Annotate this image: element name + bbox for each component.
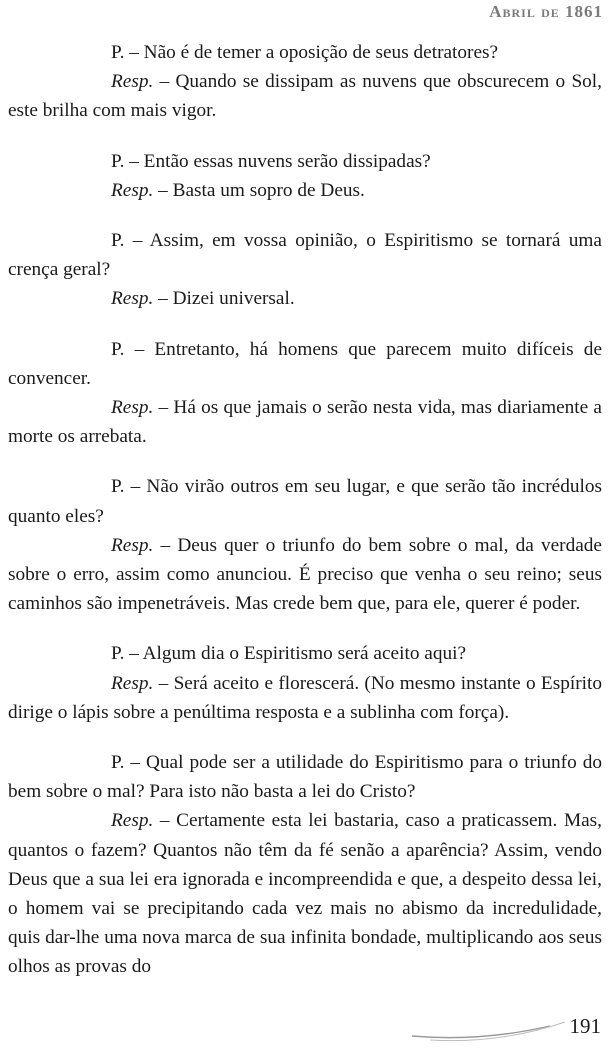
qa-block bbox=[8, 472, 602, 618]
answer-paragraph bbox=[8, 284, 602, 313]
resp-label: Resp. bbox=[111, 534, 154, 556]
resp-label: Resp. bbox=[111, 810, 154, 832]
question-text: P. – Então essas nuvens serão dissipadas? bbox=[111, 150, 431, 172]
answer-paragraph bbox=[8, 669, 602, 727]
answer-text: – Basta um sopro de Deus. bbox=[158, 179, 365, 201]
answer-text: – Será aceito e florescerá. (No mesmo instante o Espírito dirige o lápis sobre a penúltima resposta e a sublinha com força). bbox=[8, 672, 602, 723]
answer-paragraph bbox=[8, 393, 602, 451]
question-text: P. – Qual pode ser a utilidade do Espiritismo para o triunfo do bem sobre o mal? Para isto não basta a lei do Cristo? bbox=[8, 752, 602, 803]
running-header: Abril de 1861 bbox=[489, 2, 603, 21]
qa-block bbox=[8, 38, 602, 126]
answer-text: – Deus quer o triunfo do bem sobre o mal, da verdade sobre o erro, assim como anunciou. É preciso que venha o seu reino; seus caminhos são impenetráveis. Mas crede bem que, para ele, querer é poder. bbox=[8, 534, 602, 615]
answer-paragraph bbox=[8, 531, 602, 619]
resp-label: Resp. bbox=[111, 672, 154, 694]
qa-block bbox=[8, 335, 602, 452]
answer-text: – Há os que jamais o serão nesta vida, mas diariamente a morte os arrebata. bbox=[8, 397, 602, 448]
answer-paragraph bbox=[8, 176, 602, 205]
resp-label: Resp. bbox=[111, 179, 154, 201]
qa-block bbox=[8, 639, 602, 727]
answer-paragraph bbox=[8, 67, 602, 125]
question-text: P. – Assim, em vossa opinião, o Espiritismo se tornará uma crença geral? bbox=[8, 230, 602, 281]
resp-label: Resp. bbox=[111, 71, 154, 93]
qa-block bbox=[8, 226, 602, 314]
question-text: P. – Entretanto, há homens que parecem muito difíceis de convencer. bbox=[8, 338, 602, 389]
page-ornament bbox=[410, 1014, 570, 1044]
resp-label: Resp. bbox=[111, 397, 154, 419]
qa-block bbox=[8, 748, 602, 982]
page-number: 191 bbox=[569, 1014, 601, 1038]
answer-paragraph bbox=[8, 806, 602, 981]
question-text: P. – Não é de temer a oposição de seus detratores? bbox=[111, 42, 499, 63]
resp-label: Resp. bbox=[111, 288, 154, 310]
answer-text: – Dizei universal. bbox=[158, 288, 295, 310]
answer-text: – Quando se dissipam as nuvens que obscurecem o Sol, este brilha com mais vigor. bbox=[8, 71, 602, 122]
question-text: P. – Algum dia o Espiritismo será aceito aqui? bbox=[111, 643, 467, 665]
question-text: P. – Não virão outros em seu lugar, e que serão tão incrédulos quanto eles? bbox=[8, 476, 602, 527]
page-body bbox=[8, 38, 602, 1003]
qa-block bbox=[8, 147, 602, 205]
answer-text: – Certamente esta lei bastaria, caso a praticassem. Mas, quantos o fazem? Quantos não têm da fé senão a aparência? Assim, vendo Deus que a sua lei era ignorada e incompreendida e que, a despeito dessa lei, o homem vai se precipitando cada vez mais no abismo da incredulidade, quis dar-lhe uma nova marca de sua infinita bondade, multiplicando aos seus olhos as provas do bbox=[8, 810, 602, 978]
